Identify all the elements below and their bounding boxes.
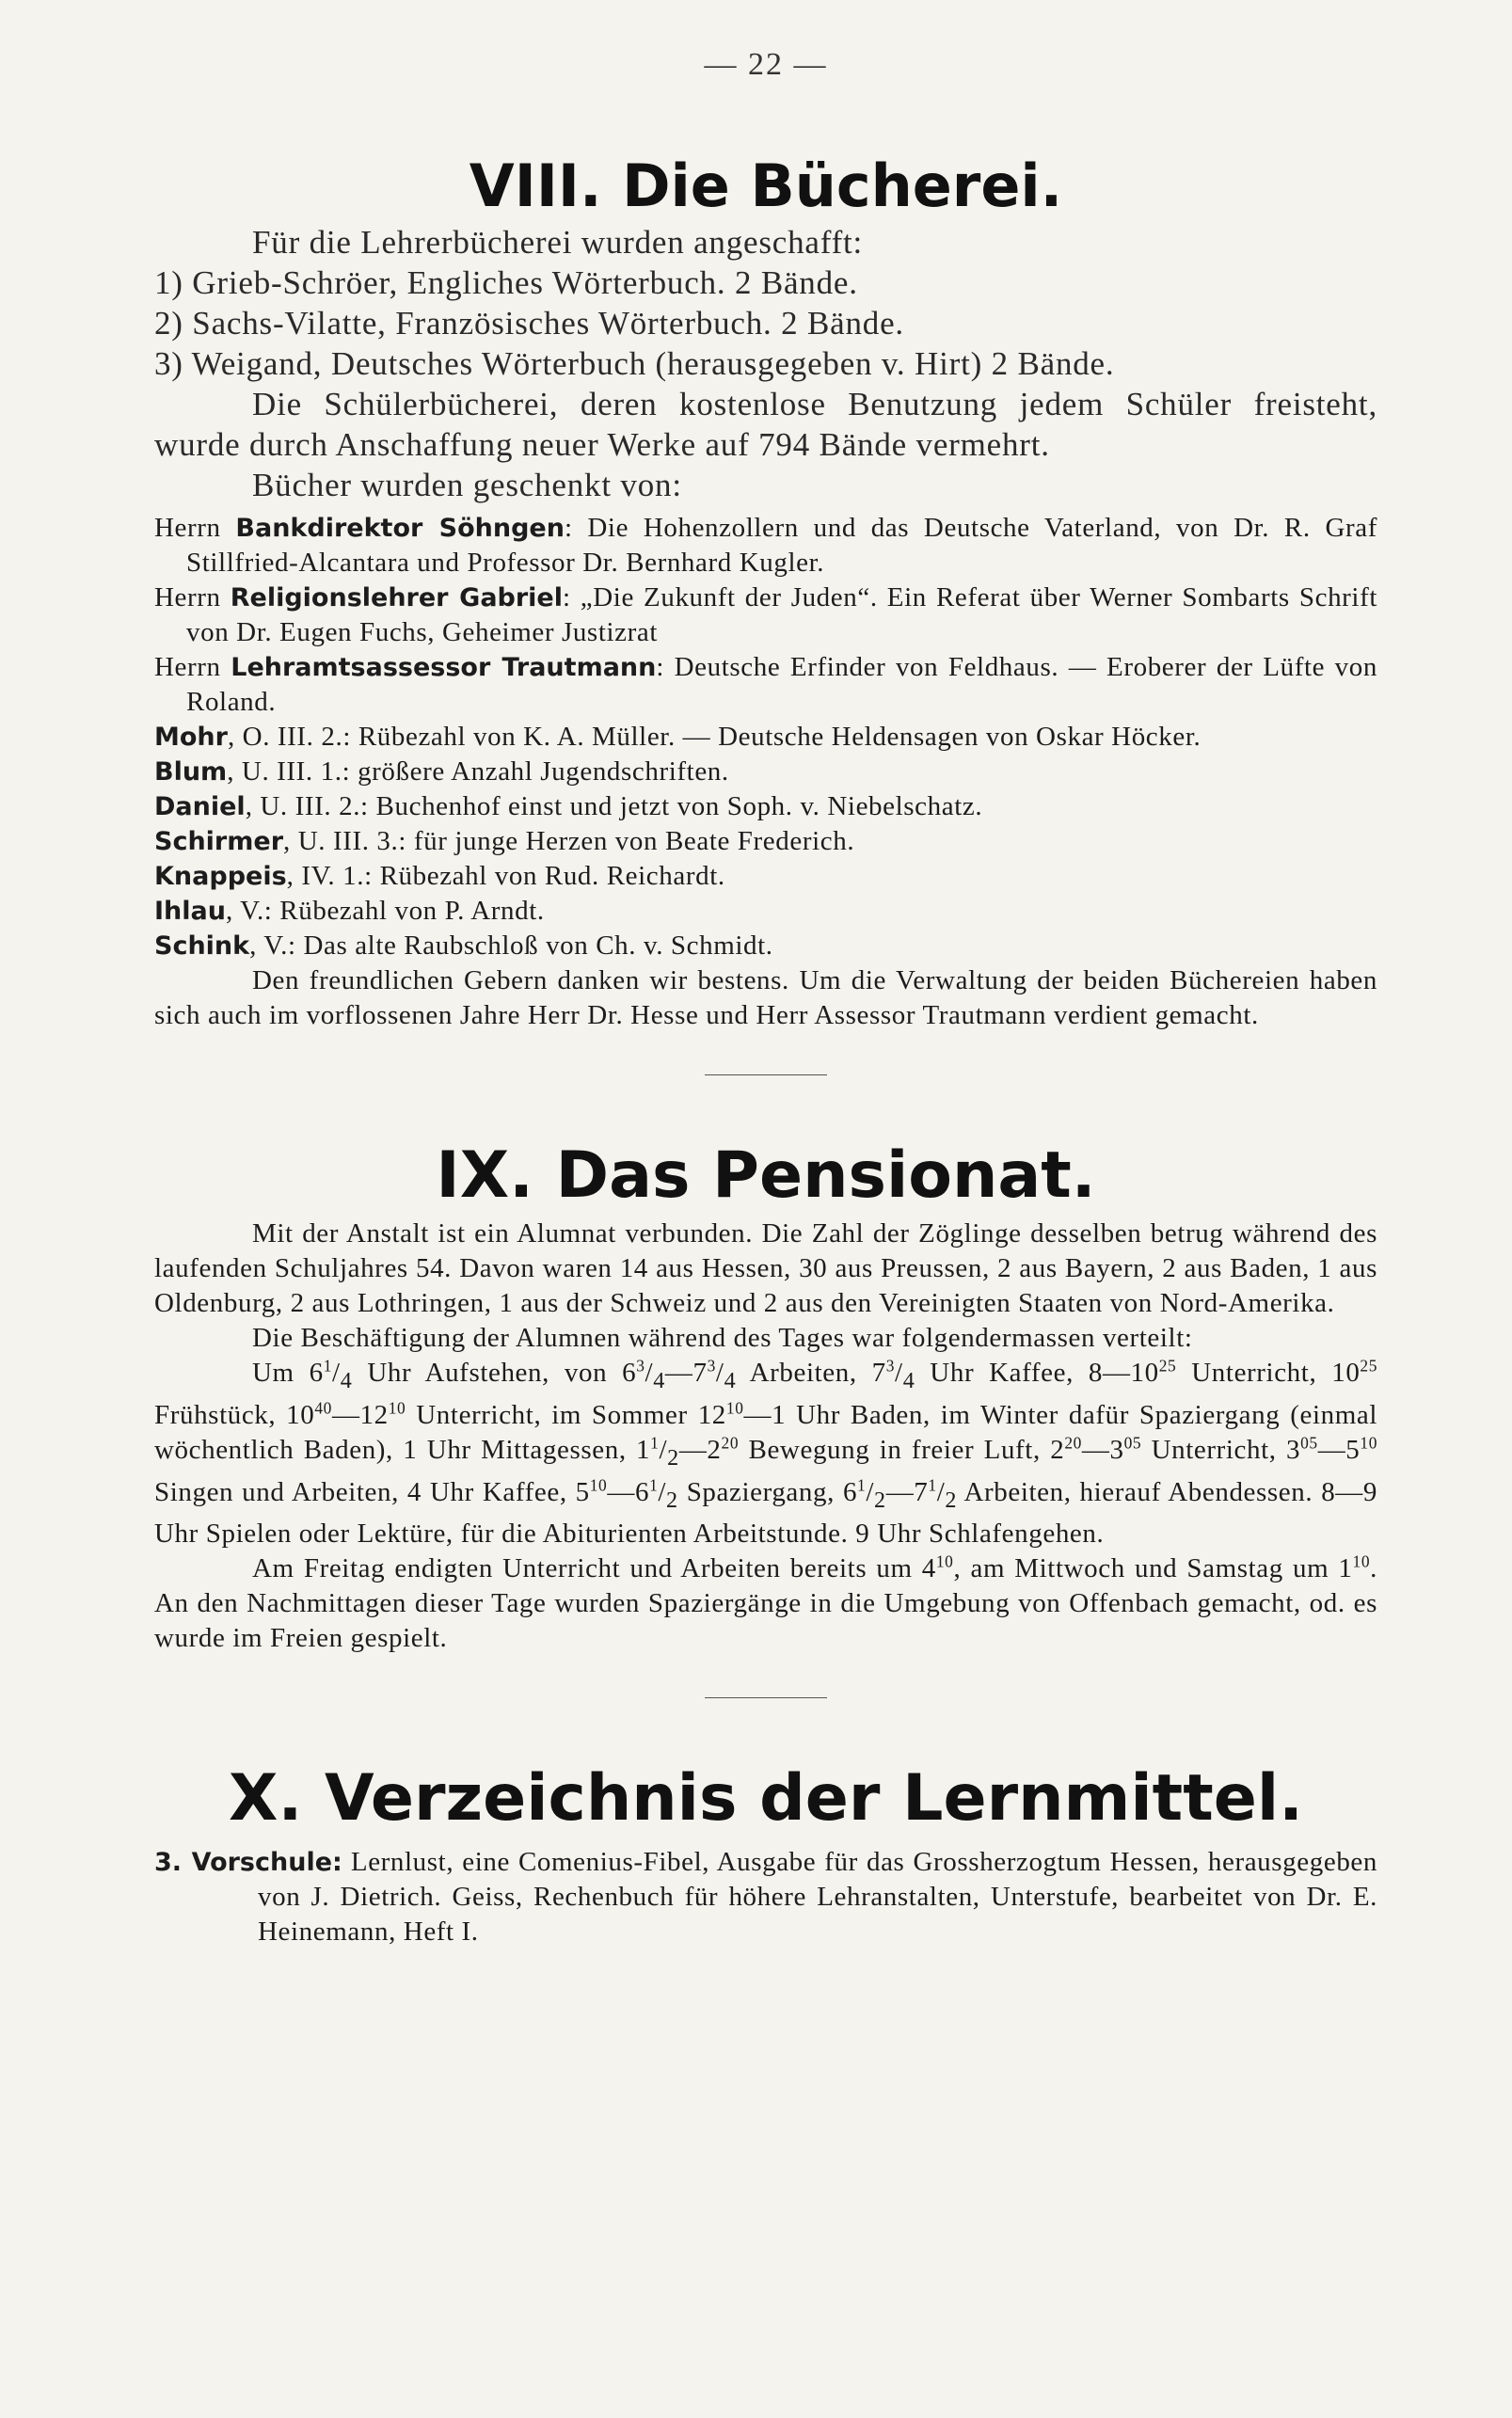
section-heading-ix: IX. Das Pensionat. — [436, 1138, 1096, 1213]
donor-name: Lehramtsassessor Trautmann — [231, 653, 657, 682]
donor-prefix: Herrn — [154, 582, 231, 612]
donor-name: Schink — [154, 931, 250, 961]
donor-name: Ihlau — [154, 897, 226, 926]
donor-entry — [154, 929, 1377, 963]
donor-list — [154, 511, 1377, 1033]
donor-entry — [154, 720, 1377, 755]
paragraph: Mit der Anstalt ist ein Alumnat verbunden. Die Zahl der Zöglinge desselben betrug während des laufenden Schuljahres 54. Davon waren 14 aus Hessen, 30 aus Preussen, 2 aus Bayern, 2 aus Baden, 1 aus Oldenburg, 2 aus Lothringen, 1 aus der Schweiz und 2 aus den Vereinigten Staaten von Nord-Amerika. — [154, 1218, 1377, 1318]
donor-entry — [154, 755, 1377, 789]
donor-name: Bankdirektor Söhngen — [235, 514, 565, 543]
paragraph: Die Beschäftigung der Alumnen während des Tages war folgendermassen verteilt: — [252, 1323, 1193, 1353]
list-item: 2) Sachs-Vilatte, Französisches Wörterbuch. 2 Bände. — [154, 305, 904, 342]
donor-text: : „Die Zukunft der Juden“. Ein Referat über Werner Sombarts Schrift von Dr. Eugen Fuchs, Geheimer Justizrat — [186, 582, 1378, 647]
paragraph — [154, 1845, 1377, 1949]
donor-text: , O. III. 2.: Rübezahl von K. A. Müller. — Deutsche Heldensagen von Oskar Höcker. — [227, 722, 1202, 752]
donor-name: Religionslehrer Gabriel — [230, 583, 564, 612]
donor-name: Schirmer — [154, 827, 284, 856]
paragraph: Den freundlichen Gebern danken wir bestens. Um die Verwaltung der beiden Büchereien haben sich auch im vorflossenen Jahre Herr Dr. Hesse und Herr Assessor Trautmann verdient gemacht. — [154, 965, 1377, 1030]
donor-text: , U. III. 3.: für junge Herzen von Beate Frederich. — [283, 826, 855, 856]
entry-label: 3. Vorschule: — [154, 1848, 342, 1878]
donor-prefix: Herrn — [154, 652, 231, 682]
donor-entry — [154, 581, 1377, 650]
entry-text: Lernlust, eine Comenius-Fibel, Ausgabe für das Grossherzogtum Hessen, herausgegeben von J. Dietrich. Geiss, Rechenbuch für höhere Lehranstalten, Unterstufe, bearbeitet von Dr. E. Heinemann, Heft I. — [258, 1847, 1377, 1948]
donor-entry — [154, 859, 1377, 894]
donor-text: , U. III. 2.: Buchenhof einst und jetzt von Soph. v. Niebelschatz. — [245, 791, 983, 821]
paragraph: Bücher wurden geschenkt von: — [252, 467, 682, 503]
donor-entry — [154, 824, 1377, 859]
section-heading-x: X. Verzeichnis der Lernmittel. — [229, 1761, 1303, 1837]
donor-entry — [154, 650, 1377, 720]
donor-entry — [154, 789, 1377, 824]
donor-entry — [154, 894, 1377, 929]
page-number: — 22 — — [704, 47, 828, 82]
section-heading-viii: VIII. Die Bücherei. — [469, 151, 1063, 220]
paragraph: Die Schülerbücherei, deren kostenlose Benutzung jedem Schüler freisteht, wurde durch Anschaffung neuer Werke auf 794 Bände vermehrt. — [154, 386, 1377, 463]
donor-text: : Die Hohenzollern und das Deutsche Vaterland, von Dr. R. Graf Stillfried-Alcantara und Professor Dr. Bernhard Kugler. — [186, 513, 1377, 578]
list-item: 3) Weigand, Deutsches Wörterbuch (herausgegeben v. Hirt) 2 Bände. — [154, 345, 1115, 382]
donor-entry — [154, 511, 1377, 581]
donor-name: Daniel — [154, 792, 246, 821]
donor-name: Knappeis — [154, 862, 287, 891]
divider — [705, 1074, 827, 1075]
donor-name: Mohr — [154, 723, 228, 752]
list-item: 1) Grieb-Schröer, Engliches Wörterbuch. 2 Bände. — [154, 264, 858, 301]
donor-text: : Deutsche Erfinder von Feldhaus. — Eroberer der Lüfte von Roland. — [186, 652, 1377, 717]
paragraph: Für die Lehrerbücherei wurden angeschafft: — [252, 224, 864, 261]
divider — [705, 1697, 827, 1698]
schedule-paragraph: Um $6^1/_4$ Uhr Aufstehen, von $6^3/_4—7^3/_4$ Arbeiten, $7^3/_4$ Uhr Kaffee, $8—10^{25}$ Unterricht, $10^{25}$ Frühstück, $10^{40}—12^{10}$ Unterricht, im Sommer $12^{10}—1$ Uhr Baden, im Winter dafür Spaziergang (einmal wöchentlich Baden), 1 Uhr Mittagessen, $1^1/_2—2^{20}$ Bewegung in freier Luft, $2^{20}—3^{05}$ Unterricht, $3^{05}—5^{10}$ Singen und Arbeiten, 4 Uhr Kaffee, $5^{10}—6^1/_2$ Spaziergang, $6^1/_2—7^1/_2$ Arbeiten, hierauf Abendessen. 8—9 Uhr Spielen oder Lektüre, für die Abiturienten Arbeitstunde. 9 Uhr Schlafengehen. — [154, 1356, 1378, 1550]
paragraph: Am Freitag endigten Unterricht und Arbeiten bereits um $4^{10}$, am Mittwoch und Samstag um $1^{10}$. An den Nachmittagen dieser Tage wurden Spaziergänge in die Umgebung von Offenbach gemacht, od. es wurde im Freien gespielt. — [154, 1551, 1377, 1654]
donor-prefix: Herrn — [154, 513, 236, 543]
donor-text: , V.: Das alte Raubschloß von Ch. v. Schmidt. — [249, 931, 773, 961]
donor-text: , V.: Rübezahl von P. Arndt. — [225, 896, 545, 926]
donor-name: Blum — [154, 757, 228, 787]
donor-text: , U. III. 1.: größere Anzahl Jugendschriften. — [227, 756, 729, 787]
document-page — [154, 47, 1377, 1949]
donor-text: , IV. 1.: Rübezahl von Rud. Reichardt. — [286, 861, 725, 891]
